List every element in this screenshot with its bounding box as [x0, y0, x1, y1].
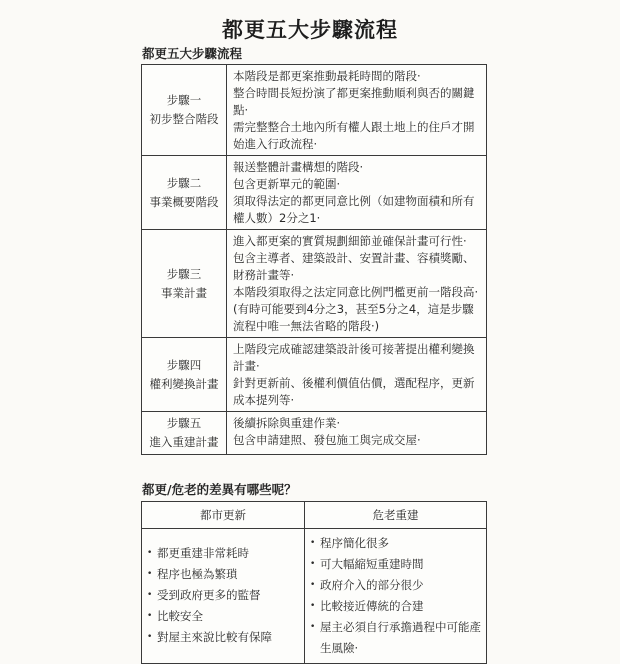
- step-description-line: 需完整整合土地內所有權人跟土地上的住戶才開始進入行政流程·: [233, 120, 475, 151]
- compare-header-urban-renewal: 都市更新: [142, 502, 305, 528]
- bullet-icon: •: [147, 632, 153, 642]
- step-name: 權利變換計畫: [149, 376, 219, 391]
- list-item-text: 程序也極為繁瑣: [157, 567, 238, 581]
- step-number: 步驟一: [166, 93, 202, 107]
- bullet-icon: •: [310, 622, 316, 632]
- step-name: 事業計畫: [161, 285, 207, 300]
- step-label-cell: [142, 230, 227, 337]
- list-item-text: 比較接近傳統的合建: [320, 599, 424, 613]
- bullet-icon: •: [310, 538, 316, 548]
- bullet-icon: •: [310, 580, 316, 590]
- step-description-cell: [227, 230, 486, 337]
- step-description-cell: [227, 412, 486, 454]
- steps-section-heading: 都更五大步驟流程: [142, 46, 243, 61]
- document-body: [141, 46, 487, 664]
- list-item-text: 政府介入的部分很少: [320, 578, 424, 592]
- list-item: [310, 533, 482, 554]
- step-description-line: 報送整體計畫構想的階段·: [233, 160, 364, 174]
- bullet-icon: •: [310, 601, 316, 611]
- list-item-text: 都更重建非常耗時: [157, 546, 249, 560]
- list-item: [310, 617, 482, 659]
- step-description-cell: [227, 65, 486, 155]
- compare-table-body-row: [142, 529, 486, 663]
- list-item: [310, 554, 482, 575]
- bullet-icon: •: [147, 590, 153, 600]
- step-name: 初步整合階段: [149, 112, 219, 126]
- page-title: 都更五大步驟流程: [222, 18, 398, 42]
- steps-table-row: [142, 65, 486, 155]
- list-item-text: 可大幅縮短重建時間: [320, 557, 424, 571]
- compare-header-dangerous-old-rebuild: 危老重建: [372, 508, 419, 522]
- bullet-icon: •: [147, 569, 153, 579]
- compare-cell-dangerous-old-rebuild: [305, 529, 486, 663]
- step-description-line: 後續拆除與重建作業·: [233, 416, 341, 430]
- step-description-line: 包含申請建照、發包施工與完成交屋·: [233, 433, 421, 447]
- step-label-cell: [142, 412, 227, 454]
- step-description-line: 整合時間長短扮演了都更案推動順利與否的關鍵點·: [233, 86, 475, 117]
- list-item: [147, 585, 300, 606]
- compare-table-header-row: [142, 502, 486, 529]
- list-item-text: 屋主必須自行承擔過程中可能產生風險·: [320, 620, 481, 655]
- list-item-text: 對屋主來說比較有保障: [157, 630, 272, 644]
- step-description-line: 上階段完成確認建築設計後可接著提出權利變換計畫·: [233, 342, 475, 373]
- steps-table-row: [142, 411, 486, 454]
- steps-table-row: [142, 337, 486, 411]
- list-item-text: 程序簡化很多: [320, 536, 389, 550]
- list-item: [310, 575, 482, 596]
- step-description-line: 包含更新單元的範圍·: [233, 177, 341, 191]
- step-description-line: 本階段是都更案推動最耗時間的階段·: [233, 69, 421, 83]
- list-item: [147, 543, 300, 564]
- bullet-icon: •: [310, 559, 316, 569]
- steps-table: [141, 64, 487, 455]
- steps-table-row: [142, 155, 486, 229]
- step-label-cell: [142, 338, 227, 411]
- step-name: 進入重建計畫: [149, 435, 219, 449]
- list-item-text: 受到政府更多的監督: [157, 588, 261, 602]
- step-description-line: 須取得法定的都更同意比例（如建物面積和所有權人數）2分之1·: [233, 194, 475, 225]
- step-description-cell: [227, 338, 486, 411]
- step-number: 步驟四: [166, 357, 202, 372]
- step-number: 步驟三: [166, 266, 202, 281]
- bullet-icon: •: [147, 611, 153, 621]
- list-item: [147, 606, 300, 627]
- compare-table: [141, 501, 487, 664]
- step-description-line: 進入都更案的實質規劃細節並確保計畫可行性·: [233, 234, 467, 248]
- list-item: [147, 627, 300, 648]
- compare-cell-urban-renewal: [142, 529, 305, 663]
- step-description-line: 包含主導者、建築設計、安置計畫、容積獎勵、財務計畫等·: [233, 251, 475, 282]
- step-label-cell: [142, 156, 227, 229]
- step-description-cell: [227, 156, 486, 229]
- list-item: [310, 596, 482, 617]
- list-item-text: 比較安全: [157, 609, 203, 623]
- list-item: [147, 564, 300, 585]
- step-description-line: 針對更新前、後權利價值估價，選配程序，更新成本提列等·: [233, 376, 475, 407]
- step-number: 步驟五: [166, 416, 202, 430]
- bullet-icon: •: [147, 548, 153, 558]
- compare-section-heading: 都更/危老的差異有哪些呢？: [142, 482, 297, 497]
- steps-table-row: [142, 229, 486, 337]
- step-description-line: 本階段須取得之法定同意比例門檻更前一階段高·: [233, 285, 479, 299]
- step-name: 事業概要階段: [149, 194, 219, 209]
- step-number: 步驟二: [166, 175, 202, 190]
- step-label-cell: [142, 65, 227, 155]
- step-description-line: (有時可能要到4分之3，甚至5分之4，這是步驟流程中唯一無法省略的階段·): [233, 302, 474, 333]
